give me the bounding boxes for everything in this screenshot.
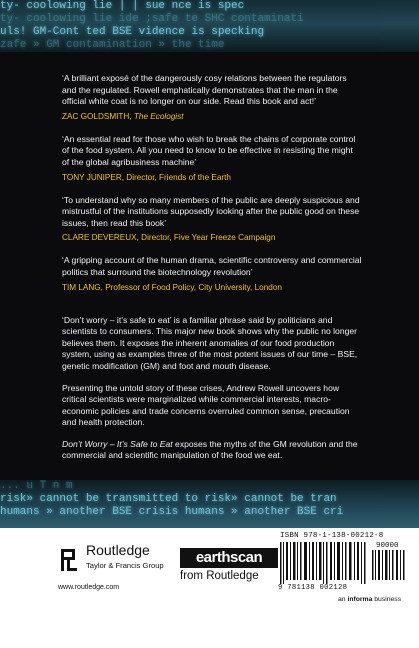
isbn-text	[280, 532, 383, 540]
code-line: risk» cannot be transmitted to risk» cannot be tran	[0, 493, 337, 505]
review-publication: The Ecologist	[133, 111, 184, 121]
review-attribution: TONY JUNIPER, Director, Friends of the Earth	[62, 172, 231, 182]
publisher-footer	[0, 528, 419, 648]
routledge-logo-icon	[58, 546, 80, 574]
informa-prefix: an	[338, 596, 346, 603]
code-line: humans » another BSE crisis humans » another BSE cri	[0, 506, 344, 518]
review-quote: ‘An essential read for those who wish to break the chains of corporate control of the food system. All you need to know to be effective in resisting the might of the global agribusiness machine’	[62, 133, 356, 167]
informa-suffix: business	[374, 596, 402, 603]
review-attribution: CLARE DEVEREUX, Director, Five Year Freeze Campaign	[62, 233, 276, 243]
code-line: ty- coolowing lie ide ;safe te SHC contaminati	[0, 13, 304, 25]
informa-brand: informa	[347, 596, 373, 603]
isbn-number: ISBN 978-1-138-00212-8	[280, 532, 384, 540]
blurb-text: exposes the myths of the GM revolution and the commercial and scientific manipulation of the food we eat.	[62, 438, 358, 461]
earthscan-from-routledge: from Routledge	[180, 570, 259, 582]
routledge-subtitle: Taylor & Francis Group	[86, 561, 164, 570]
price-code: 90000	[376, 542, 399, 550]
back-cover-text	[62, 73, 362, 472]
book-title: Don’t Worry – It’s Safe to Eat	[62, 438, 173, 449]
barcode-digits: 9 781138 002128	[278, 584, 348, 592]
routledge-name: Routledge	[86, 542, 150, 558]
review-quote: ‘To understand why so many members of the public are deeply suspicious and mistrustful of the institutions supposedly looking after the public good on these issues, then read this book’	[62, 194, 360, 228]
review-quote: ‘A gripping account of the human drama, scientific controversy and commercial politics that surround the biotechnology revolution’	[62, 255, 362, 277]
review-attribution	[62, 111, 362, 122]
routledge-url: www.routledge.com	[58, 584, 120, 591]
review-attribution: TIM LANG, Professor of Food Policy, City University, London	[62, 282, 282, 292]
blurb-paragraph: Presenting the untold story of these crises, Andrew Rowell uncovers how critical scientists were marginalized while commercial interests, macro-economic policies and trade concerns overruled common sense, precaution and health protection.	[62, 382, 350, 428]
code-line: ... u T n m	[0, 480, 73, 492]
top-code-band	[0, 0, 419, 52]
code-line: zafe » GM contamination » the time	[0, 39, 225, 51]
earthscan-logo: earthscan	[180, 548, 278, 568]
bottom-code-band	[0, 480, 419, 528]
code-line: uls! GM-Cont ted BSE vidence is specking	[0, 26, 265, 38]
review-quote: ‘A brilliant exposé of the dangerously cosy relations between the regulators and the regulated. Rowell emphatically demonstrates that the man in the official white coat is no longer on our side. Read this book and act!’	[62, 73, 347, 107]
informa-tagline	[338, 596, 401, 603]
code-line: ty- coolowing lie | | sue nce is spec	[0, 0, 245, 12]
blurb-paragraph: ‘Don’t worry – it’s safe to eat’ is a familiar phrase said by politicians and scientists to consumers. This major new book shows why the public no longer believes them. It exposes the inherent anomalies of our food production system, using as examples three of the most potent issues of our time – BSE, genetic modification (GM) and foot and mouth disease.	[62, 314, 358, 371]
blurb-paragraph	[62, 439, 362, 462]
review-author: ZAC GOLDSMITH,	[62, 111, 132, 121]
